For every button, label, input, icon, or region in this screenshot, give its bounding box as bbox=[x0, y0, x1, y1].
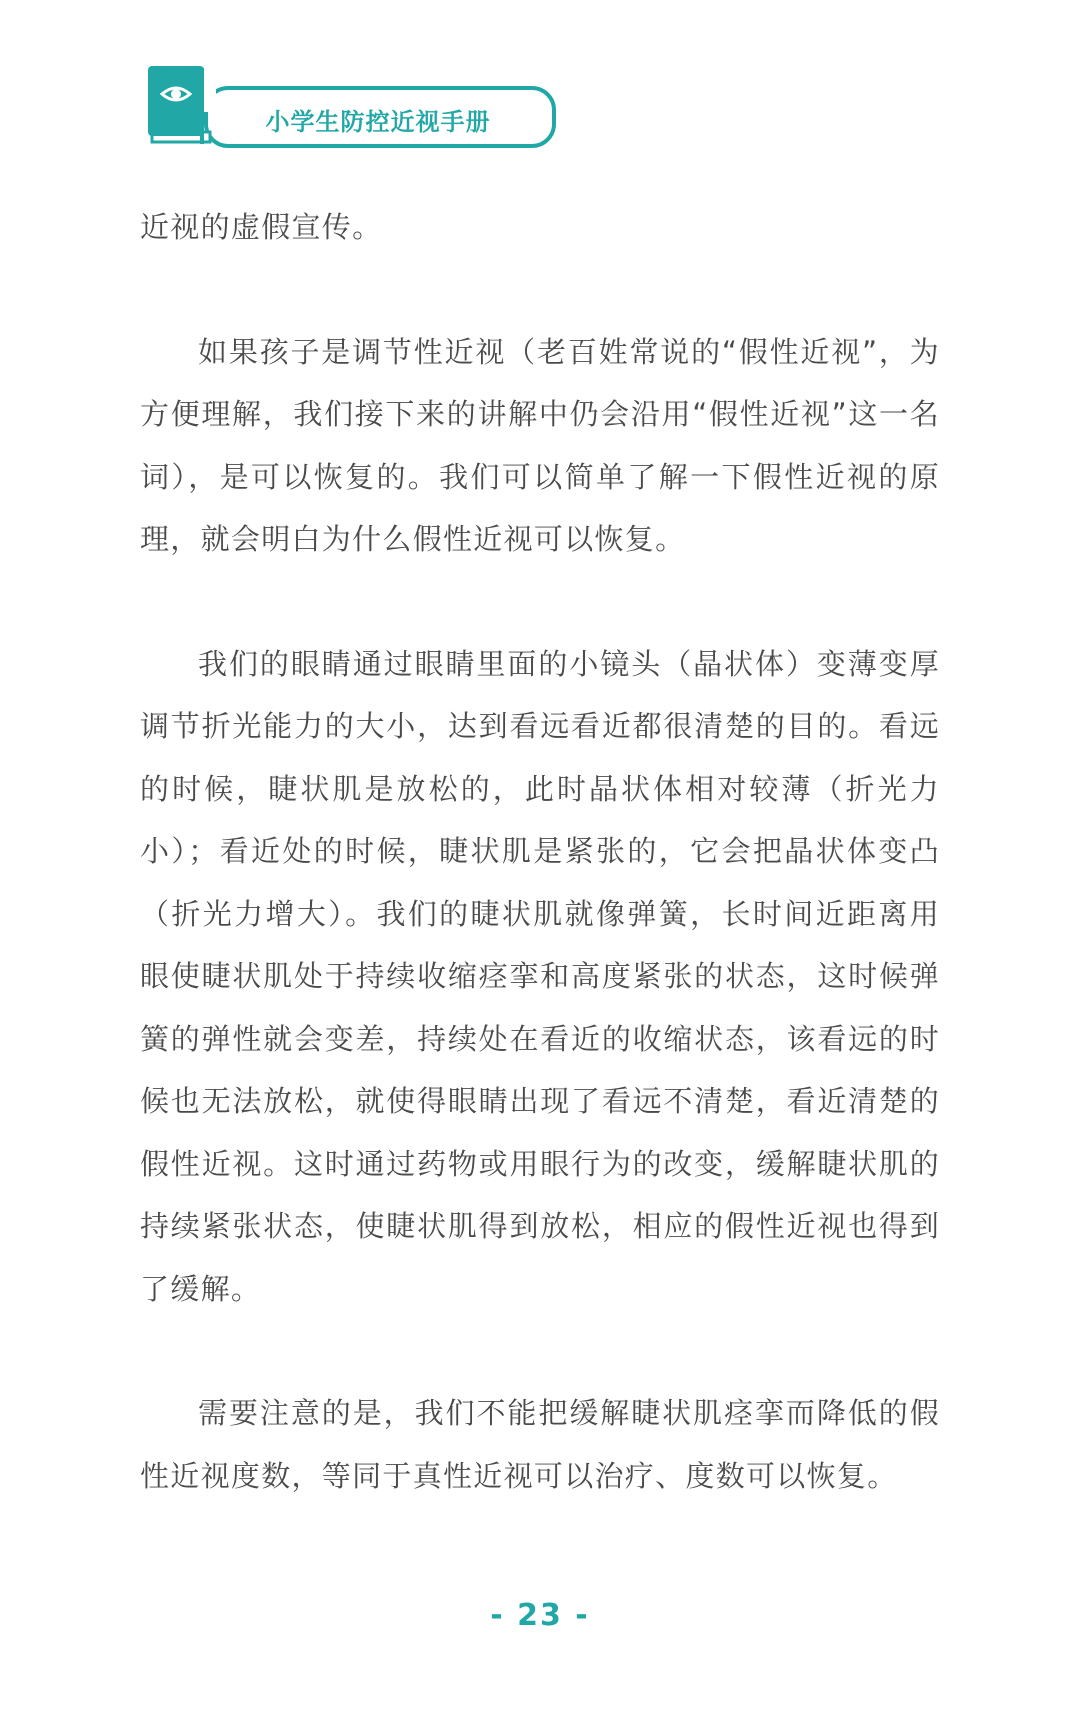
paragraph-1: 近视的虚假宣传。 bbox=[140, 210, 383, 244]
header-title: 小学生防控近视手册 bbox=[265, 108, 491, 136]
page-number: - 23 - bbox=[490, 1598, 590, 1633]
paragraph-gap bbox=[140, 571, 940, 633]
paragraph-gap bbox=[140, 259, 940, 321]
paragraph-3: 我们的眼睛通过眼睛里面的小镜头（晶状体）变薄变厚调节折光能力的大小，达到看远看近都很清楚的目的。看远的时候，睫状肌是放松的，此时晶状体相对较薄（折光力小）；看近处的时候，睫状肌是紧张的，它会把晶状体变凸（折光力增大）。我们的睫状肌就像弹簧，长时间近距离用眼使睫状肌处于持续收缩痉挛和高度紧张的状态，这时候弹簧的弹性就会变差，持续处在看近的收缩状态，该看远的时候也无法放松，就使得眼睛出现了看远不清楚，看近清楚的假性近视。这时通过药物或用眼行为的改变，缓解睫状肌的持续紧张状态，使睫状肌得到放松，相应的假性近视也得到了缓解。 bbox=[140, 646, 940, 1306]
paragraph-4: 需要注意的是，我们不能把缓解睫状肌痉挛而降低的假性近视度数，等同于真性近视可以治疗、度数可以恢复。 bbox=[140, 1396, 940, 1493]
paragraph-2: 如果孩子是调节性近视（老百姓常说的“假性近视”，为方便理解，我们接下来的讲解中仍会沿用“假性近视”这一名词），是可以恢复的。我们可以简单了解一下假性近视的原理，就会明白为什么假性近视可以恢复。 bbox=[140, 334, 940, 556]
header-banner bbox=[148, 66, 558, 152]
document-body bbox=[140, 196, 940, 1507]
paragraph-gap bbox=[140, 1320, 940, 1382]
